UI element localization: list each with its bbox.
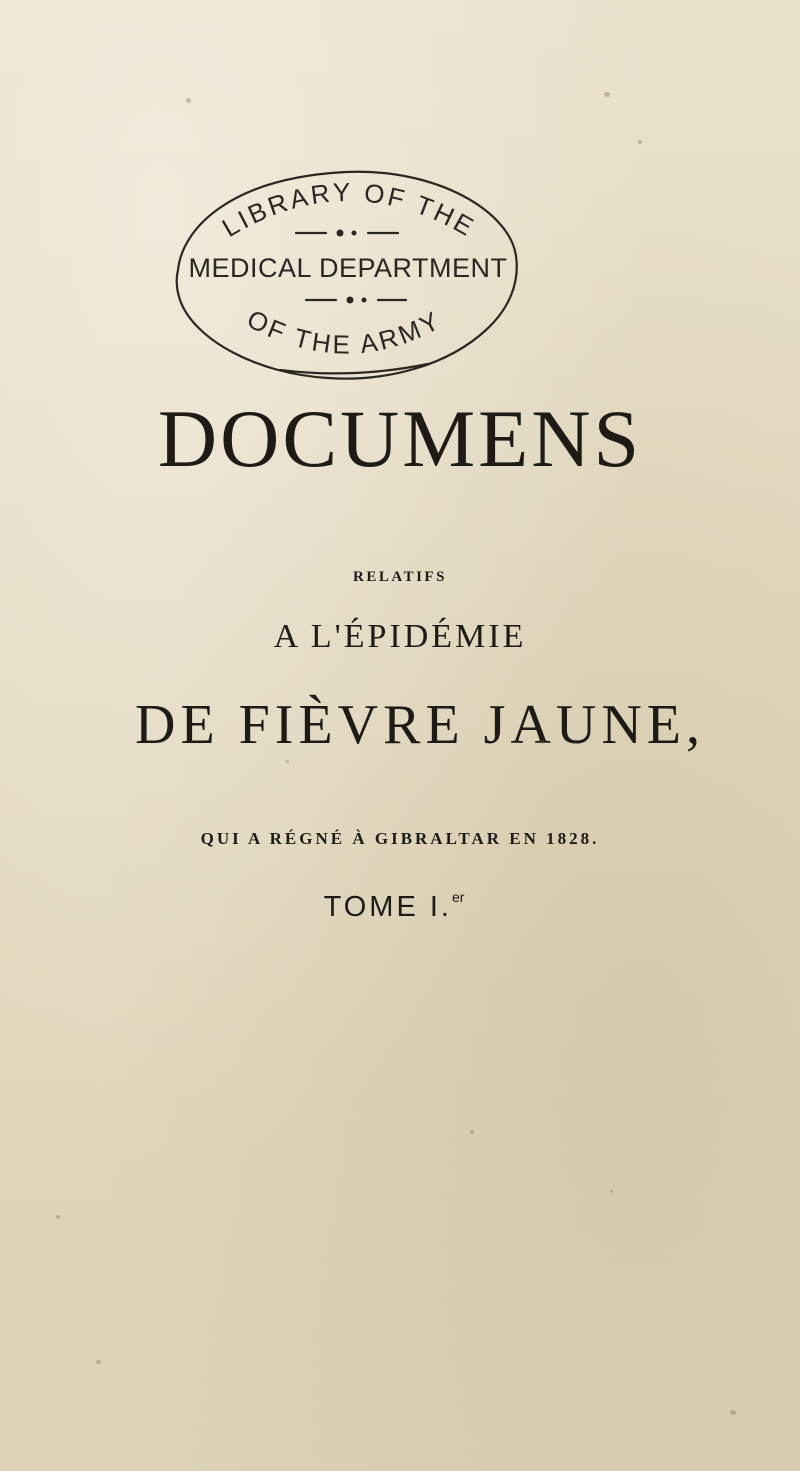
subtitle-gibraltar: QUI A RÉGNÉ À GIBRALTAR EN 1828. [200,829,600,848]
paper-speck [604,92,610,97]
stamp-arc-top-text: LIBRARY OF THE [216,176,481,244]
paper-speck [540,740,544,744]
paper-speck [186,98,191,103]
paper-speck [638,140,642,144]
volume-label [0,889,794,924]
paper-speck [610,1190,613,1193]
title-relatifs: RELATIFS [353,569,447,585]
volume-text: TOME I. [323,891,452,923]
stamp-arc-bottom-text: OF THE ARMY [242,303,447,360]
paper-speck [96,1360,101,1364]
paper-speck [286,760,289,763]
volume-suffix: er [451,889,465,905]
title-main: DOCUMENS [157,393,643,484]
paper-speck [470,1130,474,1134]
title-line-epidemie: A L'ÉPIDÉMIE [273,618,527,655]
title-line-fievre-jaune: DE FIÈVRE JAUNE, [135,694,705,756]
library-stamp-graphic [168,160,524,385]
paper-speck [730,1410,736,1415]
stamp-middle-text: MEDICAL DEPARTMENT [188,253,508,283]
library-stamp [168,160,524,385]
paper-speck [56,1215,60,1219]
